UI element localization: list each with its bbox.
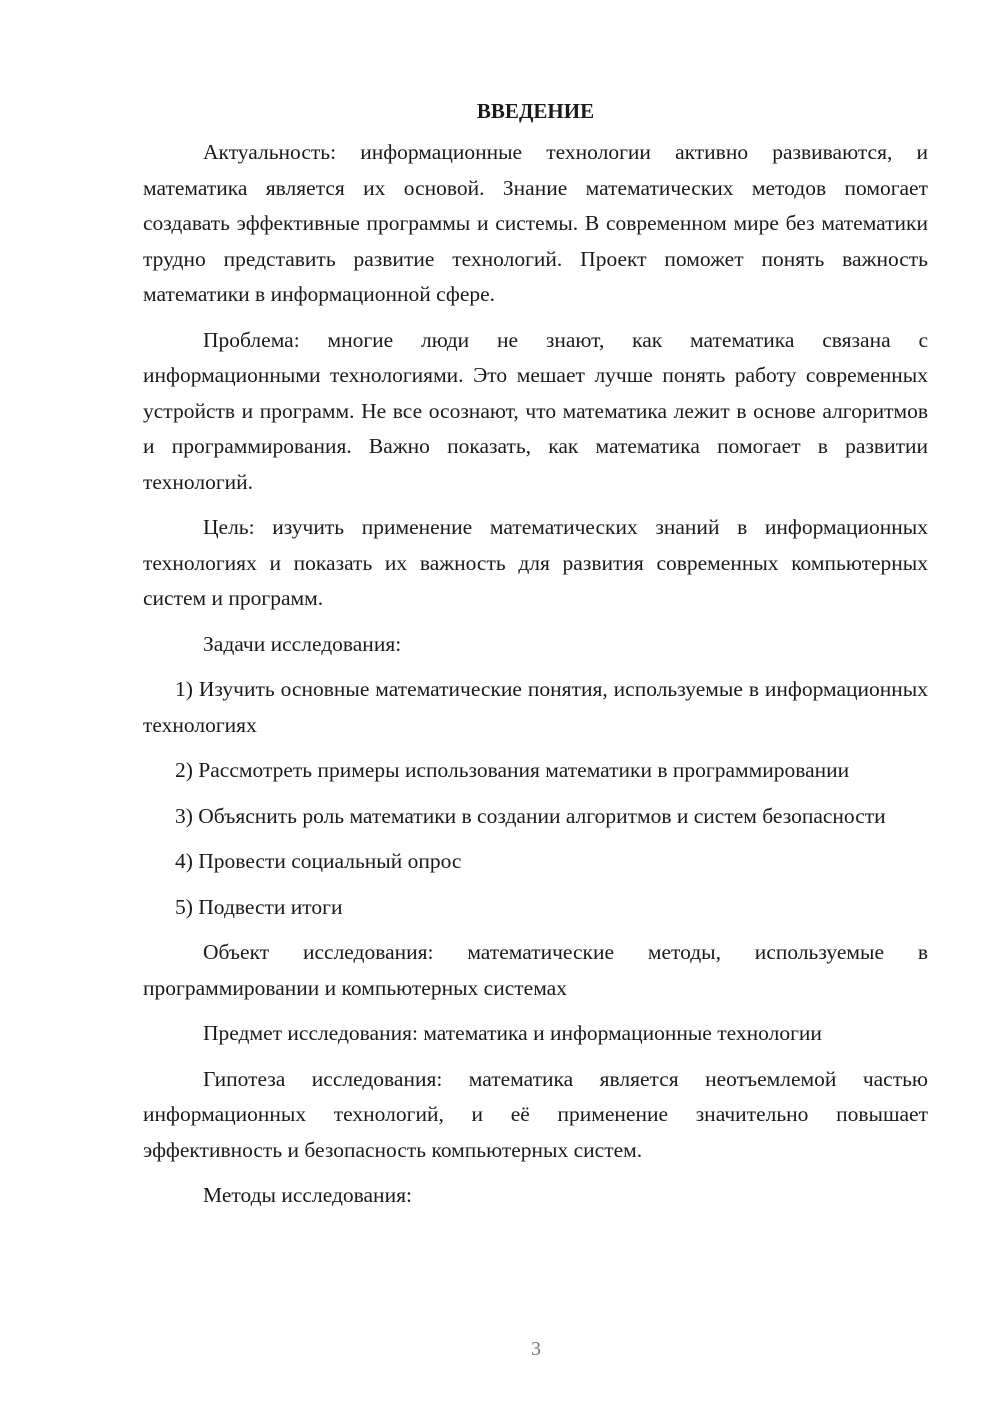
task-item-5: 5) Подвести итоги	[175, 894, 343, 919]
section-title: ВВЕДЕНИЕ	[476, 99, 595, 123]
tasks-heading: Задачи исследования:	[203, 631, 402, 656]
task-item-4: 4) Провести социальный опрос	[175, 849, 462, 873]
task-item-1: 1) Изучить основные математические понятия, используемые в информационных технологиях	[143, 677, 928, 737]
methods-heading: Методы исследования:	[203, 1183, 412, 1207]
relevance-paragraph: Актуальность: информационные технологии активно развиваются, и математика является их основой. Знание математических методов помогает создавать эффективные программы и системы. В современном мире без математики трудно представить развитие технологий. Проект поможет понять важность математики в информационной сфере.	[143, 140, 928, 306]
task-item-3: 3) Объяснить роль математики в создании алгоритмов и систем безопасности	[175, 803, 886, 828]
goal-paragraph: Цель: изучить применение математических знаний в информационных технологиях и показать их важность для развития современных компьютерных систем и программ.	[143, 515, 928, 610]
hypothesis-paragraph: Гипотеза исследования: математика является неотъемлемой частью информационных технологий, и её применение значительно повышает эффективность и безопасность компьютерных систем.	[143, 1066, 928, 1162]
page-number: 3	[531, 1338, 541, 1360]
subject-paragraph: Предмет исследования: математика и информационные технологии	[203, 1021, 822, 1045]
object-paragraph: Объект исследования: математические методы, используемые в программировании и компьютерных системах	[143, 940, 928, 1000]
problem-paragraph: Проблема: многие люди не знают, как математика связана с информационными технологиями. Это мешает лучше понять работу современных устройств и программ. Не все осознают, что математика лежит в основе алгоритмов и программирования. Важно показать, как математика помогает в развитии технологий.	[143, 327, 928, 494]
task-item-2: 2) Рассмотреть примеры использования математики в программировании	[175, 758, 850, 782]
